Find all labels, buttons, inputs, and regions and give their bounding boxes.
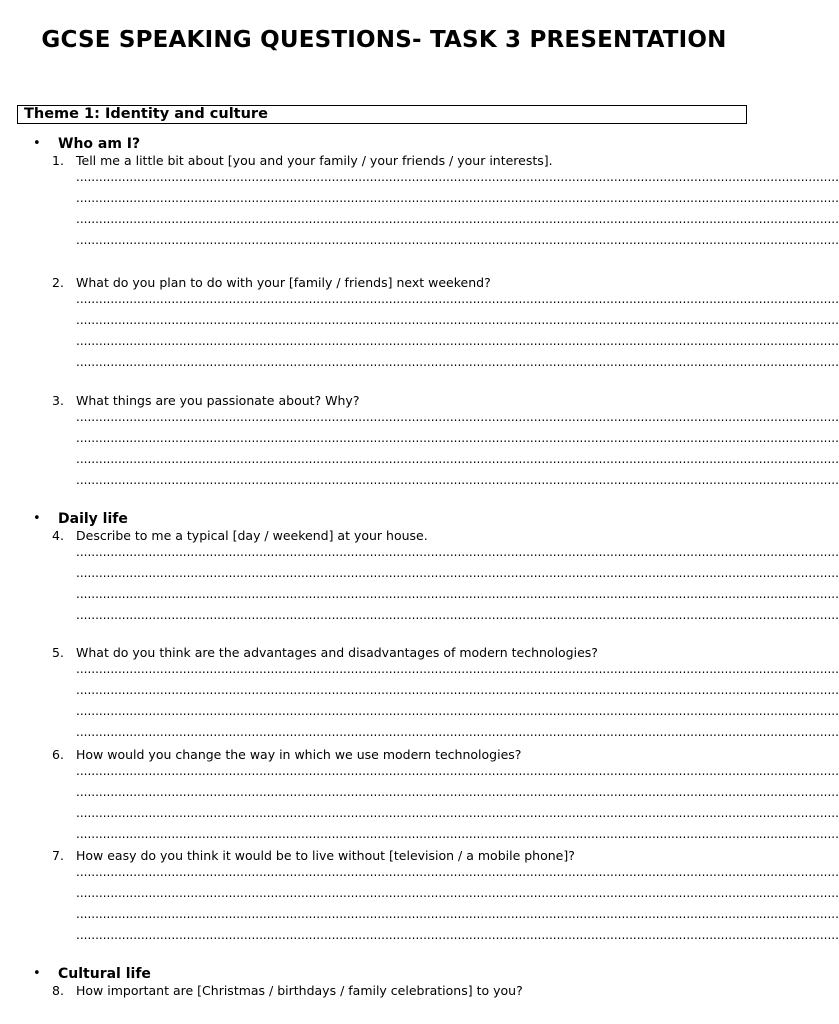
question-number: 6. [52,747,64,762]
theme-heading: Theme 1: Identity and culture [24,106,268,122]
question-number: 8. [52,983,64,998]
answer-line[interactable]: ........................................................................................................................................................................................................ [76,452,839,466]
answer-line[interactable]: ........................................................................................................................................................................................................ [76,928,839,942]
question-text: How would you change the way in which we use modern technologies? [76,747,522,762]
question-text: How important are [Christmas / birthdays / family celebrations] to you? [76,983,523,998]
answer-line[interactable]: ........................................................................................................................................................................................................ [76,806,839,820]
question-number: 4. [52,528,64,543]
answer-line[interactable]: ........................................................................................................................................................................................................ [76,292,839,306]
answer-line[interactable]: ........................................................................................................................................................................................................ [76,212,839,226]
answer-line[interactable]: ........................................................................................................................................................................................................ [76,566,839,580]
section-heading-who-am-i: Who am I? [58,136,141,152]
answer-line[interactable]: ........................................................................................................................................................................................................ [76,865,839,879]
question-text: Tell me a little bit about [you and your family / your friends / your interests]. [76,153,553,168]
question-number: 3. [52,393,64,408]
section-heading-cultural-life: Cultural life [58,966,151,982]
question-text: How easy do you think it would be to live without [television / a mobile phone]? [76,848,575,863]
answer-line[interactable]: ........................................................................................................................................................................................................ [76,683,839,697]
answer-line[interactable]: ........................................................................................................................................................................................................ [76,191,839,205]
question-number: 2. [52,275,64,290]
question-text: Describe to me a typical [day / weekend] at your house. [76,528,428,543]
answer-line[interactable]: ........................................................................................................................................................................................................ [76,704,839,718]
answer-line[interactable]: ........................................................................................................................................................................................................ [76,473,839,487]
bullet-icon: • [33,136,41,151]
answer-line[interactable]: ........................................................................................................................................................................................................ [76,313,839,327]
answer-line[interactable]: ........................................................................................................................................................................................................ [76,907,839,921]
answer-line[interactable]: ........................................................................................................................................................................................................ [76,431,839,445]
answer-line[interactable]: ........................................................................................................................................................................................................ [76,725,839,739]
bullet-icon: • [33,966,41,981]
question-text: What do you think are the advantages and disadvantages of modern technologies? [76,645,598,660]
question-text: What do you plan to do with your [family / friends] next weekend? [76,275,491,290]
question-number: 5. [52,645,64,660]
answer-line[interactable]: ........................................................................................................................................................................................................ [76,355,839,369]
answer-line[interactable]: ........................................................................................................................................................................................................ [76,587,839,601]
answer-line[interactable]: ........................................................................................................................................................................................................ [76,662,839,676]
answer-line[interactable]: ........................................................................................................................................................................................................ [76,608,839,622]
answer-line[interactable]: ........................................................................................................................................................................................................ [76,785,839,799]
question-text: What things are you passionate about? Why? [76,393,360,408]
answer-line[interactable]: ........................................................................................................................................................................................................ [76,886,839,900]
answer-line[interactable]: ........................................................................................................................................................................................................ [76,170,839,184]
answer-line[interactable]: ........................................................................................................................................................................................................ [76,827,839,841]
answer-line[interactable]: ........................................................................................................................................................................................................ [76,764,839,778]
answer-line[interactable]: ........................................................................................................................................................................................................ [76,233,839,247]
bullet-icon: • [33,511,41,526]
answer-line[interactable]: ........................................................................................................................................................................................................ [76,545,839,559]
answer-line[interactable]: ........................................................................................................................................................................................................ [76,410,839,424]
question-number: 1. [52,153,64,168]
section-heading-daily-life: Daily life [58,511,128,527]
answer-line[interactable]: ........................................................................................................................................................................................................ [76,334,839,348]
question-number: 7. [52,848,64,863]
document-title: GCSE SPEAKING QUESTIONS- TASK 3 PRESENTATION [41,27,727,53]
